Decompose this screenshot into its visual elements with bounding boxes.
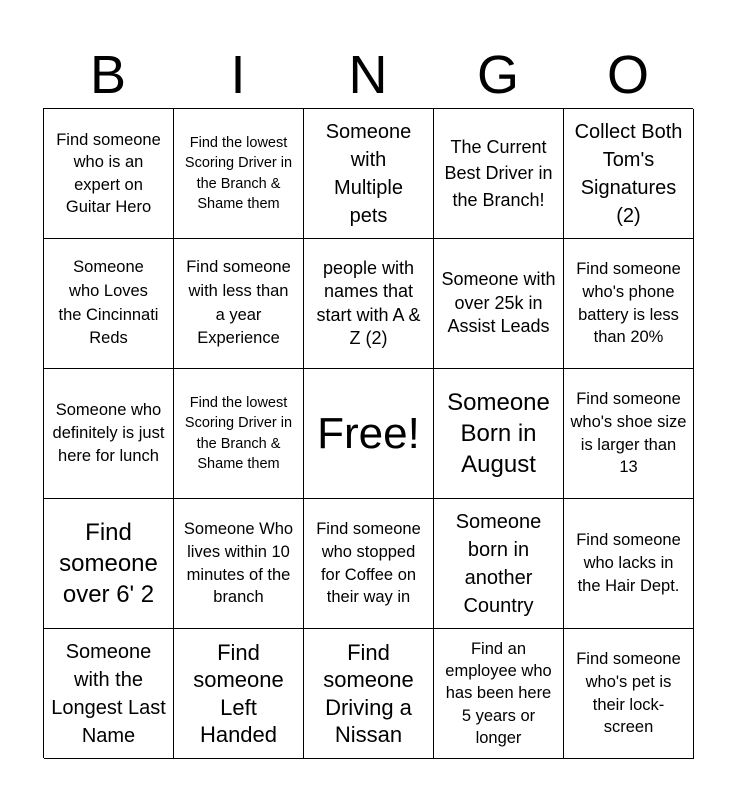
bingo-cell-r3-c0[interactable] [44, 499, 174, 629]
cell-text: Find someone who lacks in the Hair Dept. [576, 531, 681, 595]
cell-text: people with names that start with A & Z (2) [316, 257, 421, 348]
free-space-label: Free! [317, 408, 420, 458]
bingo-cell-r2-c4[interactable] [564, 369, 694, 499]
cell-text: Find someone who is an expert on Guitar Hero [56, 130, 161, 216]
bingo-cell-r2-c2[interactable] [304, 369, 434, 499]
cell-text: Find someone who stopped for Coffee on their way in [316, 519, 421, 607]
cell-text: Find the lowest Scoring Driver in the Branch & Shame them [184, 394, 293, 472]
bingo-header [43, 40, 693, 108]
cell-text: Someone born in another Country [455, 510, 542, 617]
bingo-cell-r1-c1[interactable] [174, 239, 304, 369]
bingo-cell-r0-c0[interactable] [44, 109, 174, 239]
cell-text: Find someone who's pet is their lock-screen [576, 649, 681, 737]
bingo-cell-r3-c4[interactable] [564, 499, 694, 629]
cell-text: Someone who definitely is just here for lunch [52, 401, 165, 465]
bingo-cell-r4-c4[interactable] [564, 629, 694, 759]
bingo-cell-r0-c4[interactable] [564, 109, 694, 239]
cell-text: Find someone Left Handed [193, 639, 284, 747]
cell-text: Someone with over 25k in Assist Leads [441, 269, 556, 337]
cell-text: Someone who Loves the Cincinnati Reds [58, 257, 159, 348]
bingo-cell-r2-c1[interactable] [174, 369, 304, 499]
cell-text: Someone Who lives within 10 minutes of the branch [183, 519, 294, 607]
cell-text: Find someone who's shoe size is larger than 13 [570, 389, 687, 477]
bingo-cell-r0-c1[interactable] [174, 109, 304, 239]
header-letter-n: N [348, 45, 388, 105]
cell-text: Find someone who's phone battery is less than 20% [576, 259, 681, 347]
bingo-cell-r1-c3[interactable] [434, 239, 564, 369]
bingo-cell-r1-c0[interactable] [44, 239, 174, 369]
bingo-cell-r2-c0[interactable] [44, 369, 174, 499]
bingo-cell-r2-c3[interactable] [434, 369, 564, 499]
header-letter-i: I [230, 45, 246, 105]
bingo-cell-r4-c1[interactable] [174, 629, 304, 759]
cell-text: Someone with the Longest Last Name [51, 640, 166, 747]
header-letter-b: B [89, 45, 127, 105]
bingo-cell-r0-c2[interactable] [304, 109, 434, 239]
cell-text: The Current Best Driver in the Branch! [444, 137, 553, 210]
bingo-cell-r1-c2[interactable] [304, 239, 434, 369]
cell-text: Someone with Multiple pets [325, 120, 412, 227]
cell-text: Find someone with less than a year Experience [186, 257, 291, 348]
bingo-cell-r3-c3[interactable] [434, 499, 564, 629]
header-letter-g: G [476, 45, 519, 105]
bingo-board [43, 108, 693, 758]
cell-text: Find the lowest Scoring Driver in the Branch & Shame them [184, 134, 293, 212]
cell-text: Find someone over 6' 2 [59, 518, 158, 609]
bingo-cell-r0-c3[interactable] [434, 109, 564, 239]
header-letter-o: O [606, 45, 649, 105]
cell-text: Someone Born in August [447, 388, 550, 479]
cell-text: Find someone Driving a Nissan [323, 639, 414, 747]
cell-text: Find an employee who has been here 5 years or longer [445, 639, 552, 747]
bingo-cell-r4-c2[interactable] [304, 629, 434, 759]
bingo-cell-r4-c0[interactable] [44, 629, 174, 759]
cell-text: Collect Both Tom's Signatures (2) [574, 120, 683, 227]
bingo-cell-r4-c3[interactable] [434, 629, 564, 759]
bingo-cell-r3-c1[interactable] [174, 499, 304, 629]
bingo-cell-r3-c2[interactable] [304, 499, 434, 629]
bingo-cell-r1-c4[interactable] [564, 239, 694, 369]
